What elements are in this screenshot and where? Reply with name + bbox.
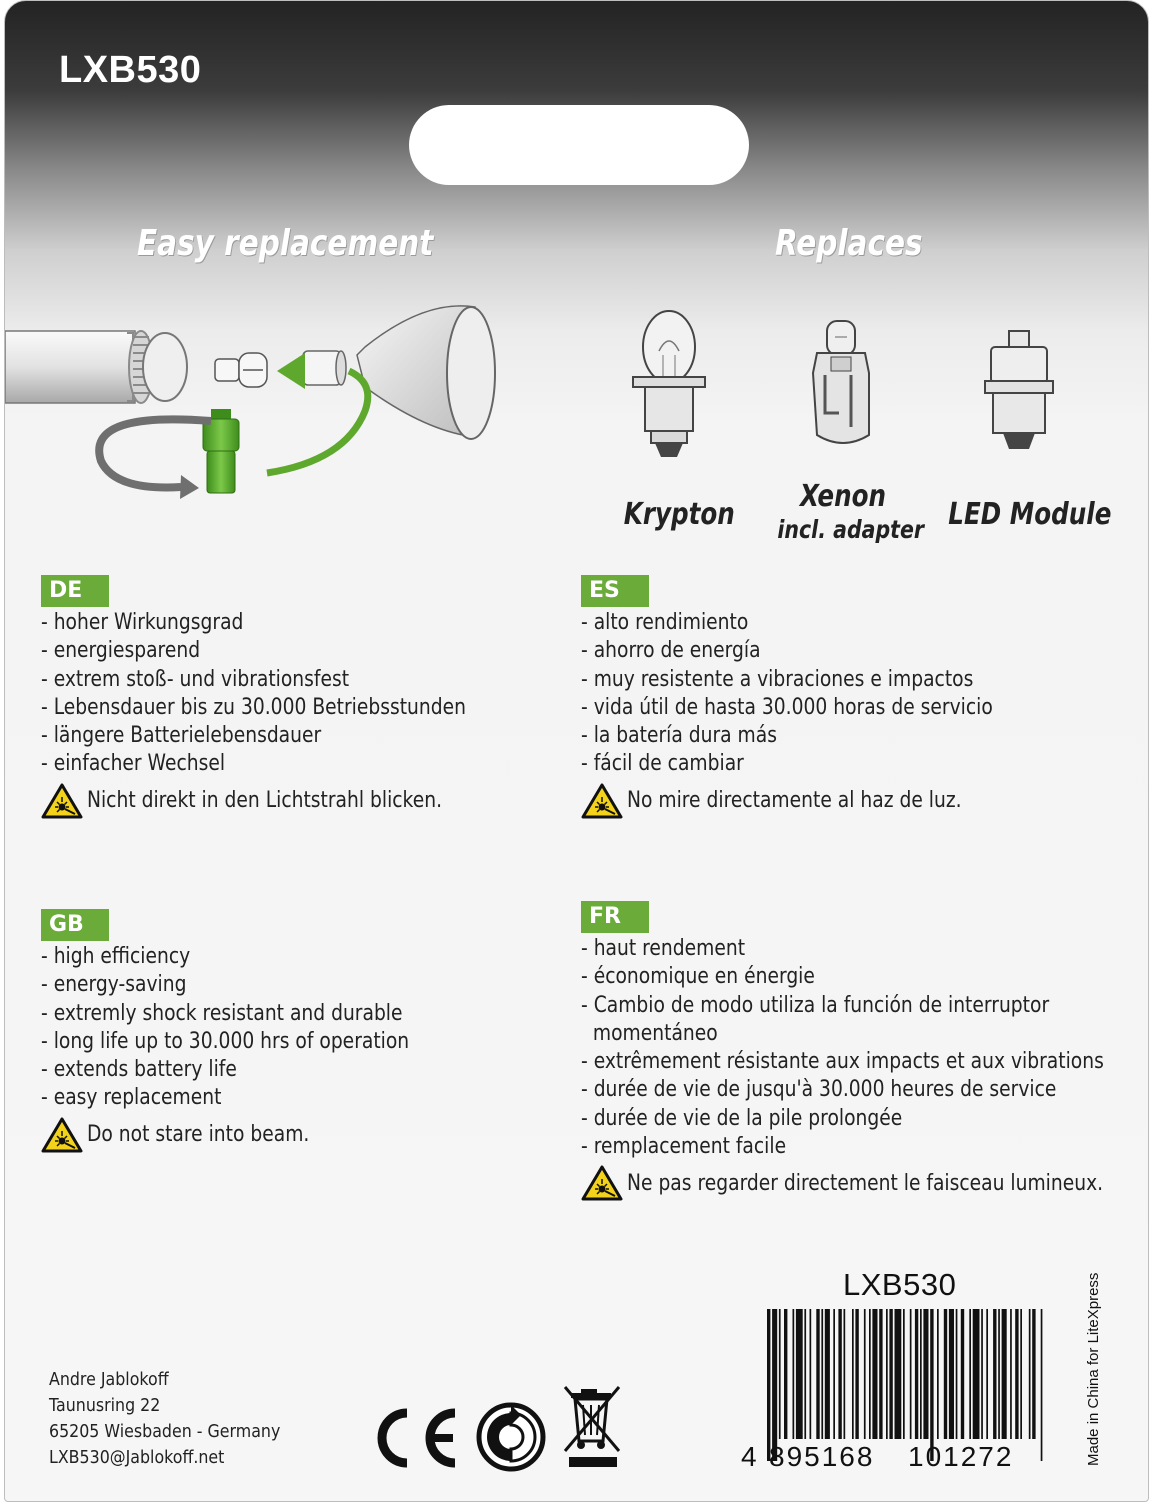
list-item: - einfacher Wechsel <box>41 751 226 777</box>
warning-row-de <box>41 783 541 819</box>
warning-row-gb <box>41 1117 474 1153</box>
address-line: LXB530@Jablokoff.net <box>49 1447 225 1468</box>
manufacturer-address <box>49 1367 280 1471</box>
sku-top: LXB530 <box>59 49 202 91</box>
lang-block-de <box>41 575 541 819</box>
lang-block-fr <box>581 901 1151 1201</box>
list-item: - extrêmement résistante aux impacts et aux vibrations <box>581 1049 1104 1075</box>
barcode-digit-first: 4 <box>741 1441 759 1472</box>
list-item: - la batería dura más <box>581 723 777 749</box>
sku-bottom: LXB530 <box>843 1267 957 1302</box>
list-item: - fácil de cambiar <box>581 751 744 777</box>
product-label-krypton: Krypton <box>623 497 735 532</box>
krypton-bulb-icon <box>625 301 715 461</box>
barcode-bar <box>1032 1309 1035 1439</box>
packaging-card <box>4 0 1149 1502</box>
barcode-bar <box>993 1309 996 1439</box>
barcode-bar <box>949 1309 954 1439</box>
warning-row-fr <box>581 1165 1151 1201</box>
barcode-bar <box>1010 1309 1012 1439</box>
lang-tag-de: DE <box>41 575 109 607</box>
barcode-bar <box>844 1309 846 1439</box>
lang-tag-fr: FR <box>581 901 649 933</box>
barcode-bar <box>833 1309 835 1439</box>
list-item: - high efficiency <box>41 944 191 969</box>
barcode-digits-left: 895168 <box>769 1441 875 1472</box>
list-item: - hoher Wirkungsgrad <box>41 610 244 635</box>
barcode-bar <box>779 1309 781 1439</box>
barcode-bar <box>915 1309 918 1439</box>
ce-mark-icon <box>371 1405 461 1471</box>
warning-text-es: No mire directamente al haz de luz. <box>627 788 962 814</box>
barcode-bar <box>869 1309 871 1439</box>
list-item: momentáneo <box>581 1020 718 1046</box>
barcode-bar <box>889 1309 892 1439</box>
heading-replaces: Replaces <box>775 223 923 264</box>
barcode-bar <box>998 1309 1000 1439</box>
lang-block-es <box>581 575 1065 819</box>
feature-list-es <box>581 609 1065 779</box>
made-in-text: Made in China for LiteXpress <box>1085 1272 1102 1466</box>
address-line: 65205 Wiesbaden - Germany <box>49 1421 281 1442</box>
replacement-illustration <box>5 291 505 511</box>
lang-block-gb <box>41 909 474 1153</box>
warning-text-gb: Do not stare into beam. <box>87 1122 310 1148</box>
barcode-bar <box>825 1309 830 1439</box>
barcode-bar <box>895 1309 902 1439</box>
barcode-bar <box>886 1309 888 1439</box>
warning-laser-icon <box>41 783 83 819</box>
barcode-bar <box>1015 1309 1018 1439</box>
hang-hole <box>409 105 749 185</box>
barcode-bar <box>872 1309 877 1439</box>
list-item: - remplacement facile <box>581 1134 787 1160</box>
warning-text-de: Nicht direkt in den Lichtstrahl blicken. <box>87 788 443 814</box>
warning-laser-icon <box>41 1117 83 1153</box>
barcode-bar <box>810 1309 812 1439</box>
product-label-led-module: LED Module <box>948 497 1112 532</box>
barcode-bar <box>852 1309 854 1439</box>
warning-laser-icon <box>581 1165 623 1201</box>
led-module-icon <box>981 327 1061 457</box>
list-item: - économique en énergie <box>581 964 815 990</box>
warning-row-es <box>581 783 1065 819</box>
barcode-bar <box>879 1309 882 1439</box>
barcode-bar <box>1041 1309 1043 1461</box>
xenon-bulb-icon <box>803 317 883 457</box>
list-item: - extrem stoß- und vibrationsfest <box>41 666 350 692</box>
barcode-bar <box>793 1309 795 1439</box>
list-item: - haut rendement <box>581 936 746 961</box>
product-label-xenon: Xenon <box>799 479 886 514</box>
barcode-bar <box>816 1309 819 1439</box>
barcode-bar <box>772 1309 777 1461</box>
warning-laser-icon <box>581 783 623 819</box>
barcode-bar <box>973 1309 980 1439</box>
list-item: - Lebensdauer bis zu 30.000 Betriebsstunden <box>41 694 466 720</box>
list-item: - vida útil de hasta 30.000 horas de servicio <box>581 694 993 720</box>
list-item: - durée de vie de jusqu'à 30.000 heures de service <box>581 1077 1057 1103</box>
barcode-bar <box>956 1309 958 1439</box>
list-item: - Cambio de modo utiliza la función de interruptor <box>581 992 1050 1018</box>
barcode-bar <box>796 1309 803 1439</box>
barcode-bar <box>804 1309 806 1439</box>
barcode-digits-right: 101272 <box>908 1441 1014 1472</box>
list-item: - alto rendimiento <box>581 610 749 635</box>
barcode-bar <box>838 1309 841 1439</box>
barcode-bar <box>930 1309 933 1461</box>
product-sub-xenon: incl. adapter <box>777 515 924 544</box>
barcode-bar <box>944 1309 947 1439</box>
barcode-bar <box>1020 1309 1022 1439</box>
barcode-bar <box>855 1309 858 1439</box>
barcode-bar <box>784 1309 787 1439</box>
barcode-bar <box>1029 1309 1031 1439</box>
barcode-bar <box>986 1309 988 1439</box>
list-item: - muy resistente a vibraciones e impactos <box>581 666 974 692</box>
barcode-bar <box>961 1309 964 1439</box>
list-item: - durée de vie de la pile prolongée <box>581 1105 903 1131</box>
address-line: Taunusring 22 <box>49 1395 161 1416</box>
feature-list-de <box>41 609 541 779</box>
address-line: Andre Jablokoff <box>49 1369 169 1390</box>
feature-list-gb <box>41 943 474 1113</box>
list-item: - energiesparend <box>41 638 201 664</box>
list-item: - ahorro de energía <box>581 638 761 664</box>
feature-list-fr <box>581 935 1151 1161</box>
barcode-bar <box>937 1309 939 1439</box>
green-dot-icon <box>475 1401 547 1473</box>
weee-bin-icon <box>561 1381 627 1471</box>
lang-tag-es: ES <box>581 575 649 607</box>
warning-text-fr: Ne pas regarder directement le faisceau lumineux. <box>627 1170 1104 1196</box>
barcode-bar <box>981 1309 983 1439</box>
list-item: - easy replacement <box>41 1085 222 1111</box>
barcode-bar <box>969 1309 971 1439</box>
lang-tag-gb: GB <box>41 909 109 941</box>
barcode-bar <box>920 1309 922 1439</box>
barcode-bar <box>767 1309 770 1461</box>
barcode-bar <box>903 1309 905 1439</box>
list-item: - extremly shock resistant and durable <box>41 1000 403 1026</box>
barcode-bar <box>1002 1309 1007 1439</box>
list-item: - extends battery life <box>41 1057 237 1083</box>
barcode-bar <box>821 1309 823 1439</box>
heading-easy-replacement: Easy replacement <box>137 223 434 264</box>
list-item: - long life up to 30.000 hrs of operation <box>41 1028 410 1054</box>
barcode-bar <box>910 1309 912 1439</box>
barcode-bar <box>864 1309 866 1439</box>
list-item: - längere Batterielebensdauer <box>41 723 322 749</box>
list-item: - energy-saving <box>41 972 187 998</box>
barcode-bar <box>923 1309 928 1439</box>
